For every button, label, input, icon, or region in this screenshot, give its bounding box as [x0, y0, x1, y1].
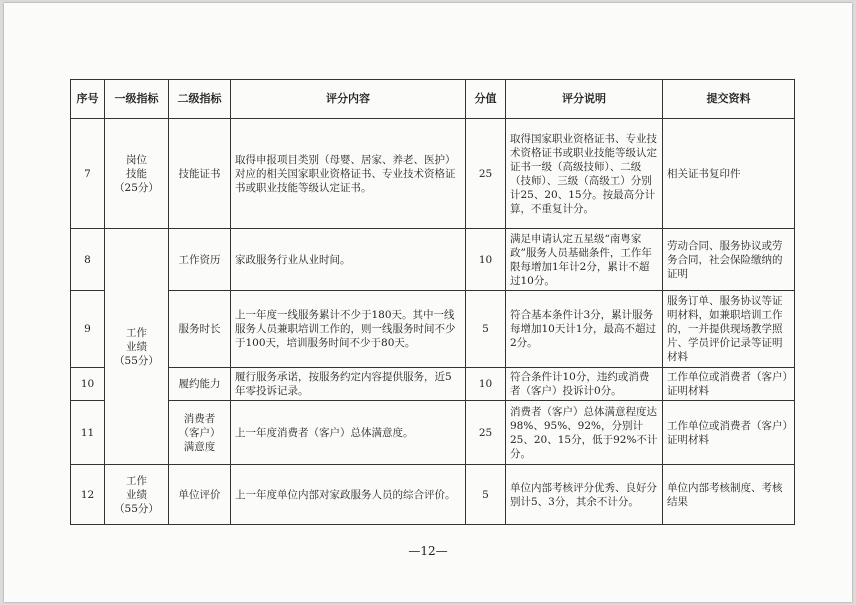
- table-row: [71, 229, 795, 291]
- cell-desc: 符合条件计10分，违约或消费者（客户）投诉计0分。: [506, 368, 663, 401]
- cell-score: 25: [466, 401, 506, 465]
- cell-score: 10: [466, 229, 506, 291]
- header-no: 序号: [71, 80, 105, 119]
- cell-no: 7: [71, 119, 105, 229]
- cell-content: 家政服务行业从业时间。: [231, 229, 466, 291]
- cell-content: 履行服务承诺，按服务约定内容提供服务，近5年零投诉记录。: [231, 368, 466, 401]
- scoring-table: [70, 79, 795, 525]
- cell-content: 上一年度单位内部对家政服务人员的综合评价。: [231, 465, 466, 525]
- table-row: [71, 368, 795, 401]
- table-header-row: [71, 80, 795, 119]
- header-content: 评分内容: [231, 80, 466, 119]
- header-level2: 二级指标: [169, 80, 231, 119]
- table-row: [71, 119, 795, 229]
- table-row: [71, 401, 795, 465]
- cell-level2: 技能证书: [169, 119, 231, 229]
- level2-label: 消费者 （客户） 满意度: [178, 412, 221, 453]
- cell-content: 上一年度消费者（客户）总体满意度。: [231, 401, 466, 465]
- cell-materials: 服务订单、服务协议等证明材料，如兼职培训工作的，一并提供现场教学照片、学员评价记录等证明材料: [663, 291, 795, 368]
- cell-no: 8: [71, 229, 105, 291]
- document-page: [4, 3, 852, 602]
- cell-materials: 工作单位或消费者（客户）证明材料: [663, 368, 795, 401]
- cell-desc: 消费者（客户）总体满意程度达98%、95%、92%，分别计25、20、15分，低于92%不计分。: [506, 401, 663, 465]
- cell-desc: 取得国家职业资格证书、专业技术资格证书或职业技能等级认定证书一级（高级技师）、二级（技师）、三级（高级工）分别计25、20、15分。按最高分计算，不重复计分。: [506, 119, 663, 229]
- cell-score: 5: [466, 291, 506, 368]
- cell-level2: [169, 401, 231, 465]
- page-number: —12—: [408, 544, 448, 558]
- cell-desc: 符合基本条件计3分，累计服务每增加10天计1分，最高不超过2分。: [506, 291, 663, 368]
- header-level1: 一级指标: [105, 80, 169, 119]
- cell-level2: 履约能力: [169, 368, 231, 401]
- cell-score: 25: [466, 119, 506, 229]
- table-row: [71, 291, 795, 368]
- cell-no: 10: [71, 368, 105, 401]
- cell-level1: [105, 465, 169, 525]
- level1-label: 工作 业绩 （55分）: [114, 326, 159, 367]
- table-row: [71, 465, 795, 525]
- cell-no: 11: [71, 401, 105, 465]
- cell-level2: 单位评价: [169, 465, 231, 525]
- cell-desc: 满足申请认定五星级“南粤家政”服务人员基础条件，工作年限每增加1年计2分，累计不超过10分。: [506, 229, 663, 291]
- cell-materials: 工作单位或消费者（客户）证明材料: [663, 401, 795, 465]
- header-desc: 评分说明: [506, 80, 663, 119]
- level1-label: 岗位 技能 （25分）: [114, 153, 159, 194]
- cell-level1: [105, 119, 169, 229]
- cell-score: 5: [466, 465, 506, 525]
- cell-content: 上一年度一线服务累计不少于180天。其中一线服务人员兼职培训工作的，则一线服务时间不少于100天，培训服务时间不少于80天。: [231, 291, 466, 368]
- cell-score: 10: [466, 368, 506, 401]
- cell-no: 9: [71, 291, 105, 368]
- cell-no: 12: [71, 465, 105, 525]
- cell-materials: 劳动合同、服务协议或劳务合同，社会保险缴纳的证明: [663, 229, 795, 291]
- cell-content: 取得申报项目类别（母婴、居家、养老、医护）对应的相关国家职业资格证书、专业技术资格证书或职业技能等级认定证书。: [231, 119, 466, 229]
- header-score: 分值: [466, 80, 506, 119]
- level1-label: 工作 业绩 （55分）: [114, 474, 159, 515]
- cell-level2: 工作资历: [169, 229, 231, 291]
- header-materials: 提交资料: [663, 80, 795, 119]
- cell-level1-merged: [105, 229, 169, 465]
- cell-materials: 单位内部考核制度、考核结果: [663, 465, 795, 525]
- cell-desc: 单位内部考核评分优秀、良好分别计5、3分，其余不计分。: [506, 465, 663, 525]
- cell-level2: 服务时长: [169, 291, 231, 368]
- cell-materials: 相关证书复印件: [663, 119, 795, 229]
